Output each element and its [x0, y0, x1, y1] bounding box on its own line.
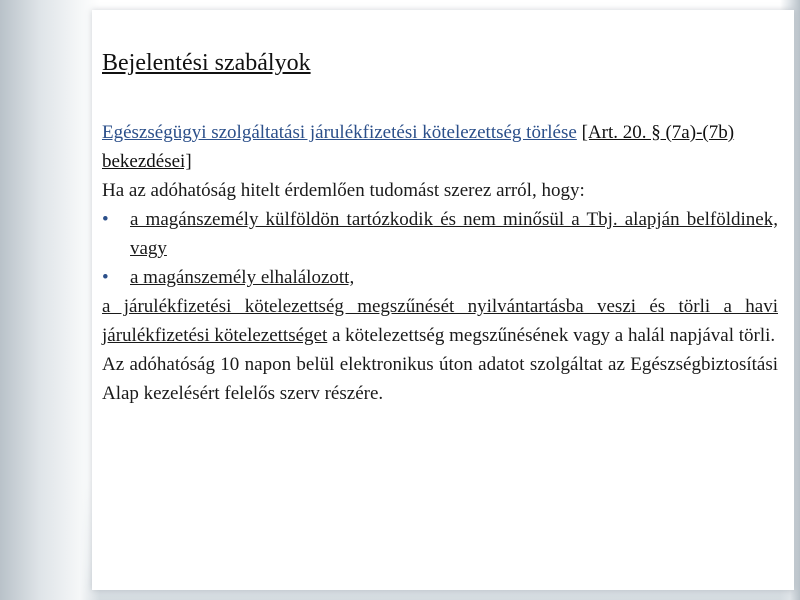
- list-item: [102, 205, 778, 263]
- deregistration-paragraph: [102, 292, 778, 350]
- heading-paragraph: [102, 118, 778, 176]
- bullet-icon: •: [102, 209, 109, 230]
- intro-text: Ha az adóhatóság hitelt érdemlően tudomást szerez arról, hogy:: [102, 180, 585, 201]
- list-item: [102, 263, 778, 292]
- data-provision-paragraph: Az adóhatóság 10 napon belül elektronikus úton adatot szolgáltat az Egészségbiztosítási Alap kezelésért felelős szerv részére.: [102, 354, 778, 404]
- list-item-rest: és nem minősül a Tbj. alapján belföldinek, vagy: [130, 209, 778, 259]
- heading-link[interactable]: Egészségügyi szolgáltatási járulékfizetési kötelezettség törlése: [102, 122, 577, 143]
- deregistration-rest: a kötelezettség megszűnésének vagy a halál napjával törli.: [327, 325, 776, 346]
- deregistration-underlined: a járulékfizetési kötelezettség megszűnését nyilvántartásba veszi és törli a havi járulékfizetési kötelezettséget: [102, 296, 778, 346]
- list-item-underlined: a magánszemély elhalálozott,: [130, 267, 355, 288]
- slide-title: Bejelentési szabályok: [102, 50, 311, 76]
- condition-list: [102, 205, 778, 292]
- list-item-underlined: a magánszemély külföldön tartózkodik: [130, 209, 434, 230]
- slide-body: [102, 118, 778, 408]
- bullet-icon: •: [102, 267, 109, 288]
- law-reference: [Art. 20. § (7a)-(7b) bekezdései]: [102, 122, 735, 172]
